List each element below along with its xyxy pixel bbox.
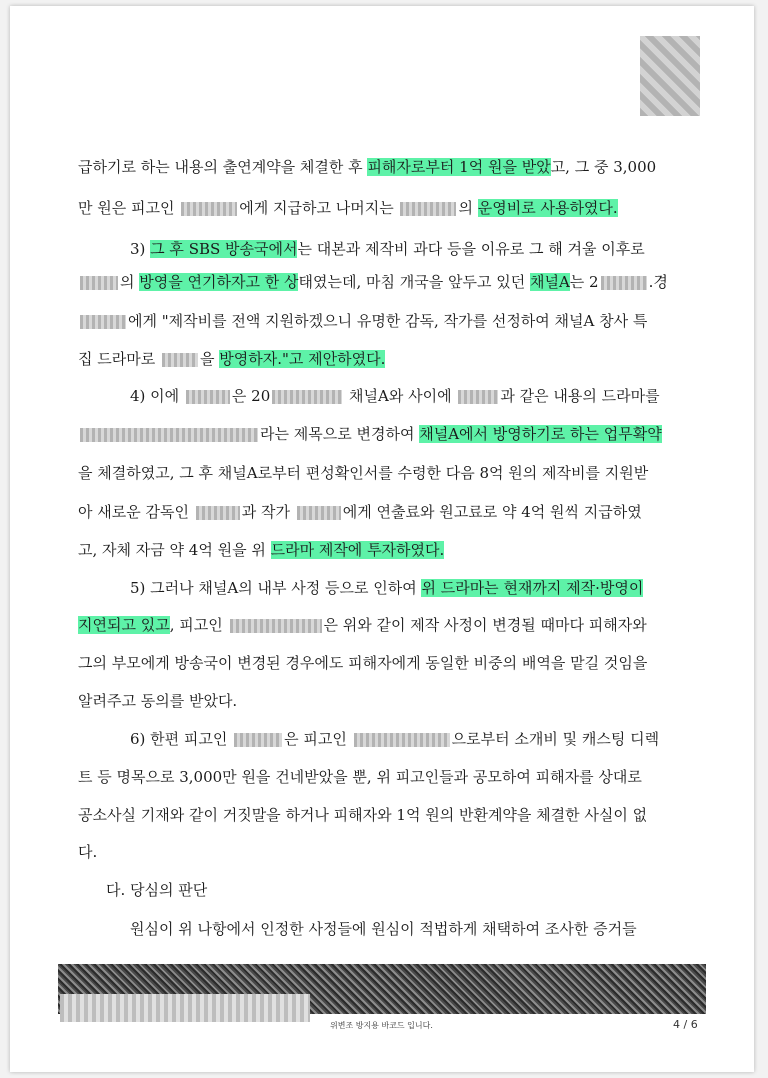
text-line: 4) 이에 은 20 채널A와 사이에 과 같은 내용의 드라마를 xyxy=(130,387,660,405)
redaction xyxy=(80,315,126,329)
redaction xyxy=(458,390,498,404)
redaction xyxy=(297,506,341,520)
highlight: 지연되고 있고 xyxy=(78,616,170,634)
text-line: 5) 그러나 채널A의 내부 사정 등으로 인하여 위 드라마는 현재까지 제작·방영이 xyxy=(130,579,644,597)
redaction xyxy=(272,390,342,404)
highlight: 채널A xyxy=(529,273,570,291)
barcode-note: 위변조 방지용 바코드 입니다. xyxy=(330,1021,433,1030)
text-line: 3) 그 후 SBS 방송국에서는 대본과 제작비 과다 등을 이유로 그 해 겨울 이후로 xyxy=(130,240,645,258)
page-number: 4 / 6 xyxy=(673,1018,698,1031)
highlight: 방영을 연기하자고 한 상 xyxy=(139,273,299,291)
redacted-footer xyxy=(60,994,310,1022)
text-line: 집 드라마로 을 방영하자."고 제안하였다. xyxy=(78,350,386,368)
highlight: 운영비로 사용하였다. xyxy=(477,199,618,217)
text-line: 그의 부모에게 방송국이 변경된 경우에도 피해자에게 동일한 비중의 배역을 맡길 것임을 xyxy=(78,654,648,672)
redaction xyxy=(186,390,230,404)
text-line: 아 새로운 감독인 과 작가 에게 연출료와 원고료로 약 4억 원씩 지급하였 xyxy=(78,503,642,521)
redaction xyxy=(196,506,240,520)
redaction xyxy=(234,733,282,747)
text-line: 고, 자체 자금 약 4억 원을 위 드라마 제작에 투자하였다. xyxy=(78,541,445,559)
text-line: 급하기로 하는 내용의 출연계약을 체결한 후 피해자로부터 1억 원을 받았고, 그 중 3,000 xyxy=(78,158,657,176)
text-line: 트 등 명목으로 3,000만 원을 건네받았을 뿐, 위 피고인들과 공모하여 피해자를 상대로 xyxy=(78,768,642,786)
text-line: 알려주고 동의를 받았다. xyxy=(78,692,238,710)
text-line: 지연되고 있고, 피고인 은 위와 같이 제작 사정이 변경될 때마다 피해자와 xyxy=(78,616,647,634)
text-line: 만 원은 피고인 에게 지급하고 나머지는 의 운영비로 사용하였다. xyxy=(78,199,618,217)
highlight: 위 드라마는 현재까지 제작·방영이 xyxy=(421,579,644,597)
highlight: 방영하자."고 제안하였다. xyxy=(219,350,386,368)
redaction xyxy=(181,202,237,216)
redaction xyxy=(354,733,450,747)
redaction xyxy=(80,428,258,442)
document-page xyxy=(10,6,754,1072)
text-line: 의 방영을 연기하자고 한 상태였는데, 마침 개국을 앞두고 있던 채널A는 2 .경 xyxy=(78,271,668,293)
text-line: 라는 제목으로 변경하여 채널A에서 방영하기로 하는 업무확약 xyxy=(78,423,662,445)
text-line: 공소사실 기재와 같이 거짓말을 하거나 피해자와 1억 원의 반환계약을 체결한 사실이 없 xyxy=(78,806,648,824)
section-heading: 다. 당심의 판단 xyxy=(106,881,208,899)
highlight: 그 후 SBS 방송국에서 xyxy=(150,240,298,258)
text-line: 다. xyxy=(78,843,98,861)
highlight: 채널A에서 방영하기로 하는 업무확약 xyxy=(419,425,662,443)
redacted-stamp xyxy=(640,36,700,116)
highlight: 피해자로부터 1억 원을 받았 xyxy=(367,158,551,176)
redaction xyxy=(80,276,118,290)
text-line: 6) 한편 피고인 은 피고인 으로부터 소개비 및 캐스팅 디렉 xyxy=(130,730,660,748)
redaction xyxy=(162,353,198,367)
text-line: 원심이 위 나항에서 인정한 사정들에 원심이 적법하게 채택하여 조사한 증거들 xyxy=(130,920,637,938)
redaction xyxy=(400,202,456,216)
text-line: 에게 "제작비를 전액 지원하겠으니 유명한 감독, 작가를 선정하여 채널A 창사 특 xyxy=(78,310,647,332)
text-line: 을 체결하였고, 그 후 채널A로부터 편성확인서를 수령한 다음 8억 원의 제작비를 지원받 xyxy=(78,464,649,482)
redaction xyxy=(601,276,647,290)
redaction xyxy=(230,619,322,633)
highlight: 드라마 제작에 투자하였다. xyxy=(270,541,445,559)
